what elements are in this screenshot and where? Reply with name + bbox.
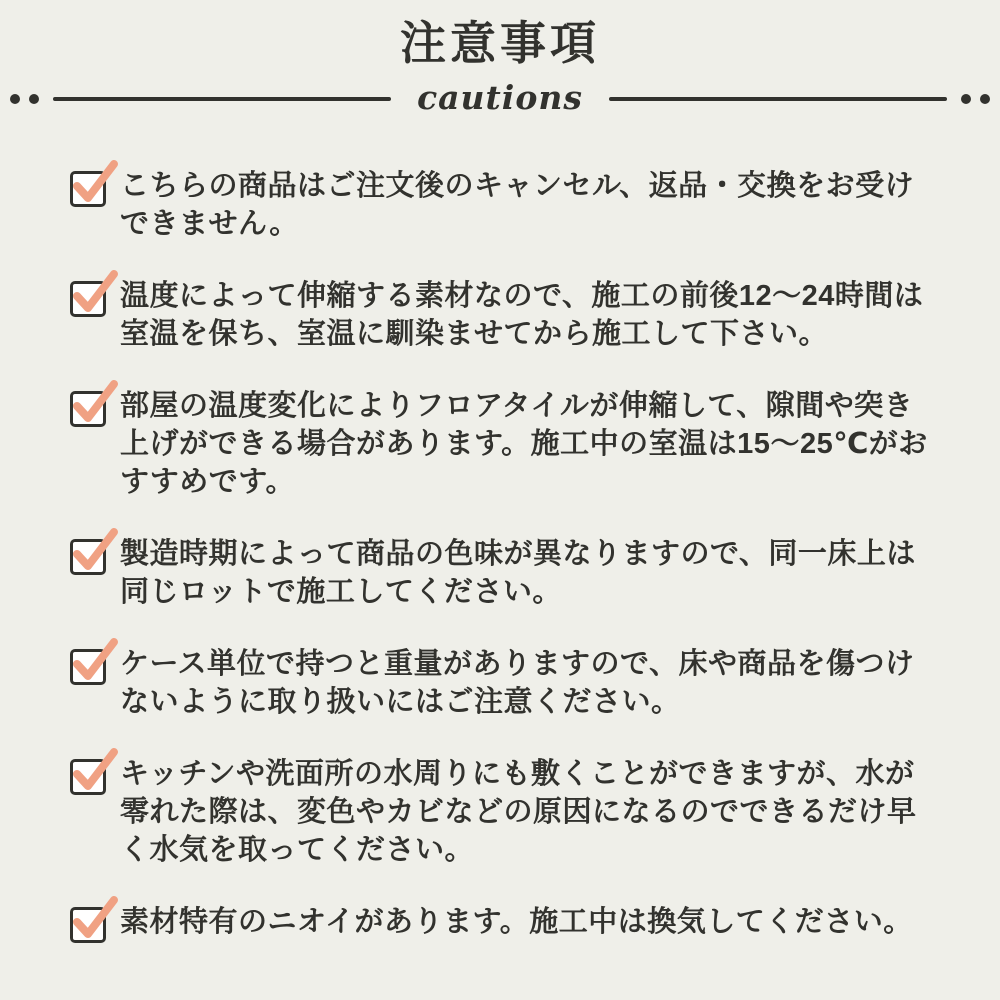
- checkmark-icon: [69, 527, 119, 577]
- caution-item: [70, 535, 940, 611]
- caution-text: 製造時期によって商品の色味が異なりますので、同一床上は同じロットで施工してください。: [120, 538, 916, 609]
- divider-dots-right: [961, 94, 990, 104]
- caution-item: [70, 387, 940, 501]
- divider-dots-left: [10, 94, 39, 104]
- divider-line-left: [53, 97, 391, 101]
- checkmark-icon: [69, 269, 119, 319]
- caution-item: [70, 167, 940, 243]
- caution-text: 温度によって伸縮する素材なので、施工の前後12〜24時間は室温を保ち、室温に馴染ませてから施工して下さい。: [120, 280, 924, 351]
- caution-text: 素材特有のニオイがあります。施工中は換気してください。: [120, 906, 913, 939]
- page-title: 注意事項: [400, 17, 600, 69]
- caution-item: [70, 755, 940, 869]
- caution-item: [70, 277, 940, 353]
- checkmark-icon: [69, 159, 119, 209]
- checked-checkbox-icon: [70, 389, 108, 427]
- checkmark-icon: [69, 379, 119, 429]
- caution-item: [70, 903, 940, 943]
- cautions-header: [0, 0, 1000, 117]
- dot-icon: [980, 94, 990, 104]
- checked-checkbox-icon: [70, 169, 108, 207]
- caution-list: [0, 167, 1000, 943]
- checkmark-icon: [69, 895, 119, 945]
- checkmark-icon: [69, 637, 119, 687]
- checkmark-icon: [69, 747, 119, 797]
- caution-item: [70, 645, 940, 721]
- title-divider: [0, 77, 1000, 117]
- caution-text: 部屋の温度変化によりフロアタイルが伸縮して、隙間や突き上げができる場合があります。施工中の室温は15〜25℃がおすすめです。: [120, 390, 928, 499]
- caution-text: こちらの商品はご注文後のキャンセル、返品・交換をお受けできません。: [120, 170, 915, 241]
- caution-text: キッチンや洗面所の水周りにも敷くことができますが、水が零れた際は、変色やカビなどの原因になるのでできるだけ早く水気を取ってください。: [120, 758, 917, 867]
- checked-checkbox-icon: [70, 647, 108, 685]
- checked-checkbox-icon: [70, 905, 108, 943]
- dot-icon: [961, 94, 971, 104]
- checked-checkbox-icon: [70, 537, 108, 575]
- checked-checkbox-icon: [70, 757, 108, 795]
- caution-text: ケース単位で持つと重量がありますので、床や商品を傷つけないように取り扱いにはご注意ください。: [120, 648, 915, 719]
- dot-icon: [29, 94, 39, 104]
- page-subtitle: cautions: [417, 77, 583, 117]
- dot-icon: [10, 94, 20, 104]
- checked-checkbox-icon: [70, 279, 108, 317]
- divider-line-right: [609, 97, 947, 101]
